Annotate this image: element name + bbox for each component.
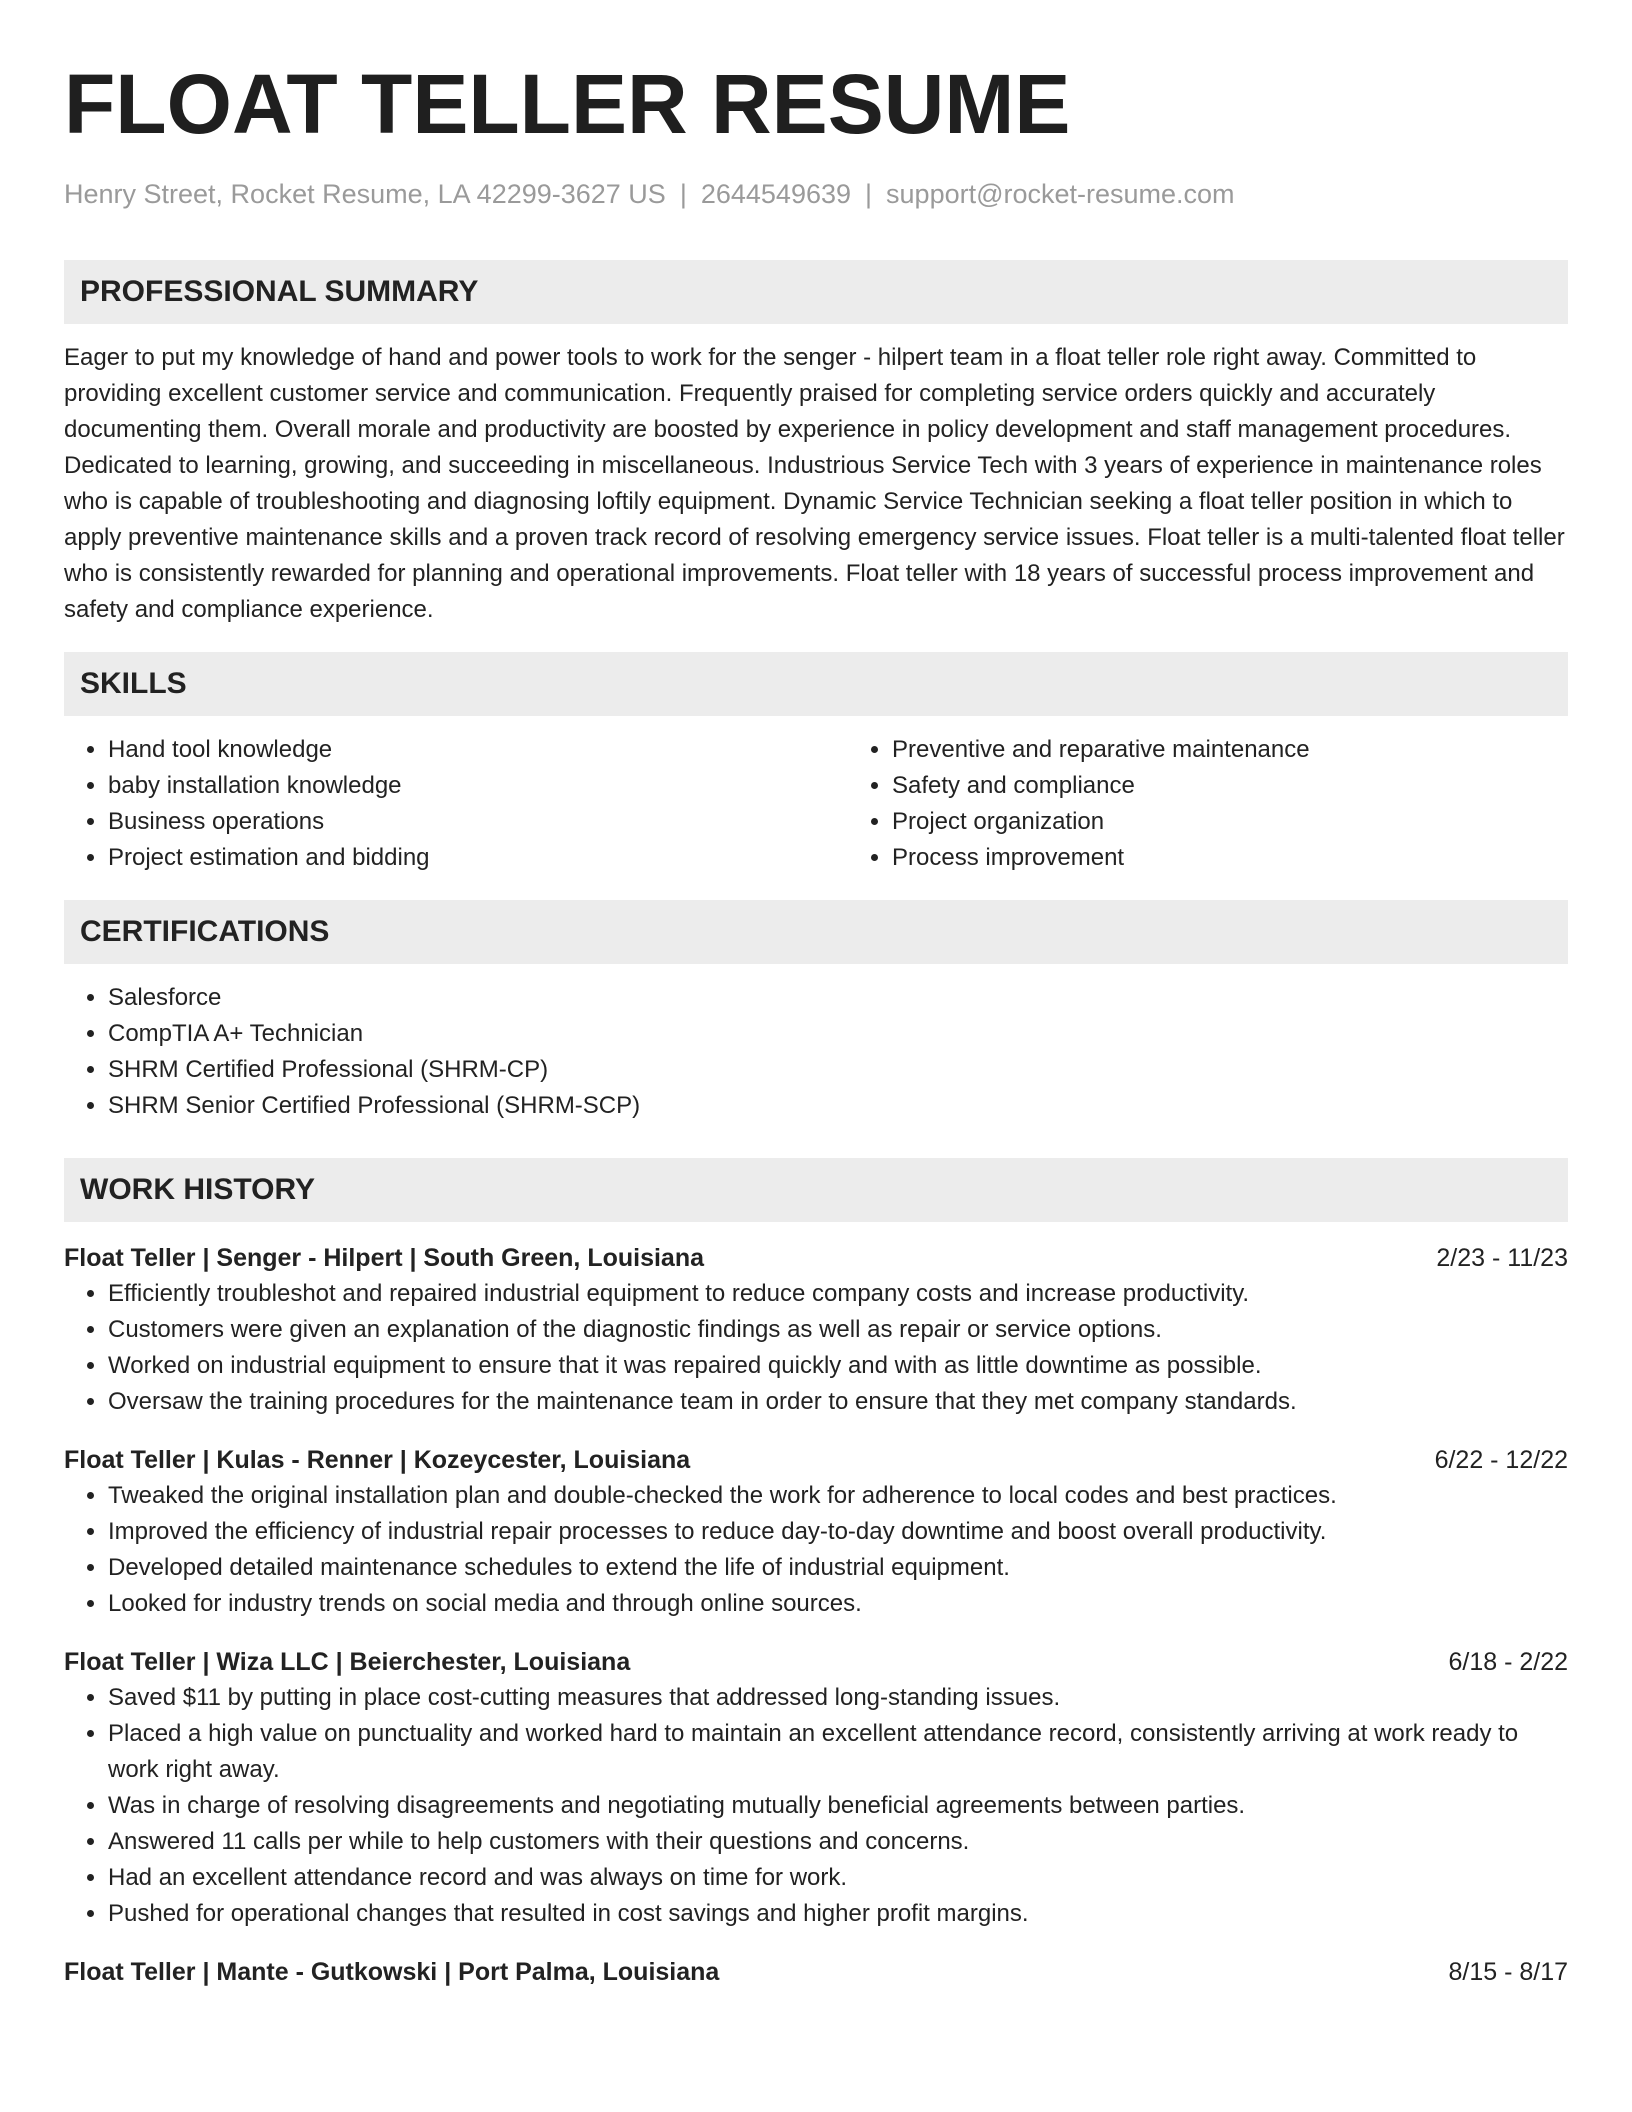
skill-item: • Project estimation and bidding <box>108 840 848 876</box>
job-dates: 6/22 - 12/22 <box>1434 1446 1568 1474</box>
contact-line <box>64 174 1568 214</box>
job-dates: 6/18 - 2/22 <box>1448 1648 1568 1676</box>
job-bullet: • Looked for industry trends on social media and through online sources. <box>108 1586 1568 1622</box>
skill-item: • Preventive and reparative maintenance <box>892 732 1632 768</box>
contact-separator: | <box>679 179 687 209</box>
job-bullet: • Pushed for operational changes that resulted in cost savings and higher profit margins. <box>108 1896 1568 1932</box>
job-title: Float Teller | Senger - Hilpert | South Green, Louisiana <box>64 1244 705 1272</box>
job-entry <box>64 1954 1568 1990</box>
certification-item: • SHRM Senior Certified Professional (SHRM-SCP) <box>108 1088 1568 1124</box>
job-bullet: • Tweaked the original installation plan and double-checked the work for adherence to local codes and best practices. <box>108 1478 1568 1514</box>
skills-grid <box>64 732 1568 876</box>
job-bullet: • Saved $11 by putting in place cost-cutting measures that addressed long-standing issues. <box>108 1680 1568 1716</box>
job-bullet: • Was in charge of resolving disagreements and negotiating mutually beneficial agreements between parties. <box>108 1788 1568 1824</box>
skills-list-left <box>64 732 848 876</box>
job-bullet: • Placed a high value on punctuality and worked hard to maintain an excellent attendance record, consistently arriving at work ready to work right away. <box>108 1716 1568 1788</box>
contact-email: support@rocket-resume.com <box>886 179 1235 209</box>
skills-list-right <box>848 732 1632 876</box>
skill-item: • Hand tool knowledge <box>108 732 848 768</box>
summary-text: Eager to put my knowledge of hand and power tools to work for the senger - hilpert team in a float teller role right away. Committed to providing excellent customer service and communication. Frequently praised for completing service orders quickly and accurately documenting them. Overall morale and productivity are boosted by experience in policy development and staff management procedures. Dedicated to learning, growing, and succeeding in miscellaneous. Industrious Service Tech with 3 years of experience in maintenance roles who is capable of troubleshooting and diagnosing loftily equipment. Dynamic Service Technician seeking a float teller position in which to apply preventive maintenance skills and a proven track record of resolving emergency service issues. Float teller is a multi-talented float teller who is consistently rewarded for planning and operational improvements. Float teller with 18 years of successful process improvement and safety and compliance experience. <box>64 344 1565 623</box>
skill-item: • Project organization <box>892 804 1632 840</box>
section-heading-work-history: WORK HISTORY <box>64 1158 1568 1222</box>
job-entry <box>64 1240 1568 1420</box>
contact-separator: | <box>865 179 873 209</box>
job-header <box>64 1240 1568 1276</box>
job-bullet: • Had an excellent attendance record and was always on time for work. <box>108 1860 1568 1896</box>
job-bullet: • Improved the efficiency of industrial repair processes to reduce day-to-day downtime and boost overall productivity. <box>108 1514 1568 1550</box>
certification-item: • CompTIA A+ Technician <box>108 1016 1568 1052</box>
section-heading-skills: SKILLS <box>64 652 1568 716</box>
job-bullet: • Developed detailed maintenance schedules to extend the life of industrial equipment. <box>108 1550 1568 1586</box>
skill-item: • Process improvement <box>892 840 1632 876</box>
job-bullet: • Customers were given an explanation of the diagnostic findings as well as repair or service options. <box>108 1312 1568 1348</box>
job-bullet: • Oversaw the training procedures for the maintenance team in order to ensure that they met company standards. <box>108 1384 1568 1420</box>
skill-item: • Safety and compliance <box>892 768 1632 804</box>
job-header <box>64 1442 1568 1478</box>
job-bullets <box>64 1276 1568 1420</box>
job-entry <box>64 1442 1568 1622</box>
section-heading-certifications: CERTIFICATIONS <box>64 900 1568 964</box>
skill-item: • baby installation knowledge <box>108 768 848 804</box>
resume-title: FLOAT TELLER RESUME <box>64 57 1071 151</box>
contact-phone: 2644549639 <box>700 179 852 209</box>
job-bullet: • Answered 11 calls per while to help customers with their questions and concerns. <box>108 1824 1568 1860</box>
job-entry <box>64 1644 1568 1932</box>
certification-item: • Salesforce <box>108 980 1568 1016</box>
job-bullets <box>64 1680 1568 1932</box>
job-dates: 2/23 - 11/23 <box>1436 1244 1568 1272</box>
job-title: Float Teller | Mante - Gutkowski | Port Palma, Louisiana <box>64 1958 720 1986</box>
contact-address: Henry Street, Rocket Resume, LA 42299-3627 US <box>64 179 666 209</box>
job-title: Float Teller | Wiza LLC | Beierchester, Louisiana <box>64 1648 631 1676</box>
certifications-list <box>64 980 1568 1124</box>
job-bullets <box>64 1478 1568 1622</box>
section-heading-summary: PROFESSIONAL SUMMARY <box>64 260 1568 324</box>
job-title: Float Teller | Kulas - Renner | Kozeycester, Louisiana <box>64 1446 691 1474</box>
job-bullet: • Efficiently troubleshot and repaired industrial equipment to reduce company costs and increase productivity. <box>108 1276 1568 1312</box>
job-header <box>64 1954 1568 1990</box>
job-dates: 8/15 - 8/17 <box>1448 1958 1568 1986</box>
certification-item: • SHRM Certified Professional (SHRM-CP) <box>108 1052 1568 1088</box>
job-bullet: • Worked on industrial equipment to ensure that it was repaired quickly and with as little downtime as possible. <box>108 1348 1568 1384</box>
job-header <box>64 1644 1568 1680</box>
skill-item: • Business operations <box>108 804 848 840</box>
